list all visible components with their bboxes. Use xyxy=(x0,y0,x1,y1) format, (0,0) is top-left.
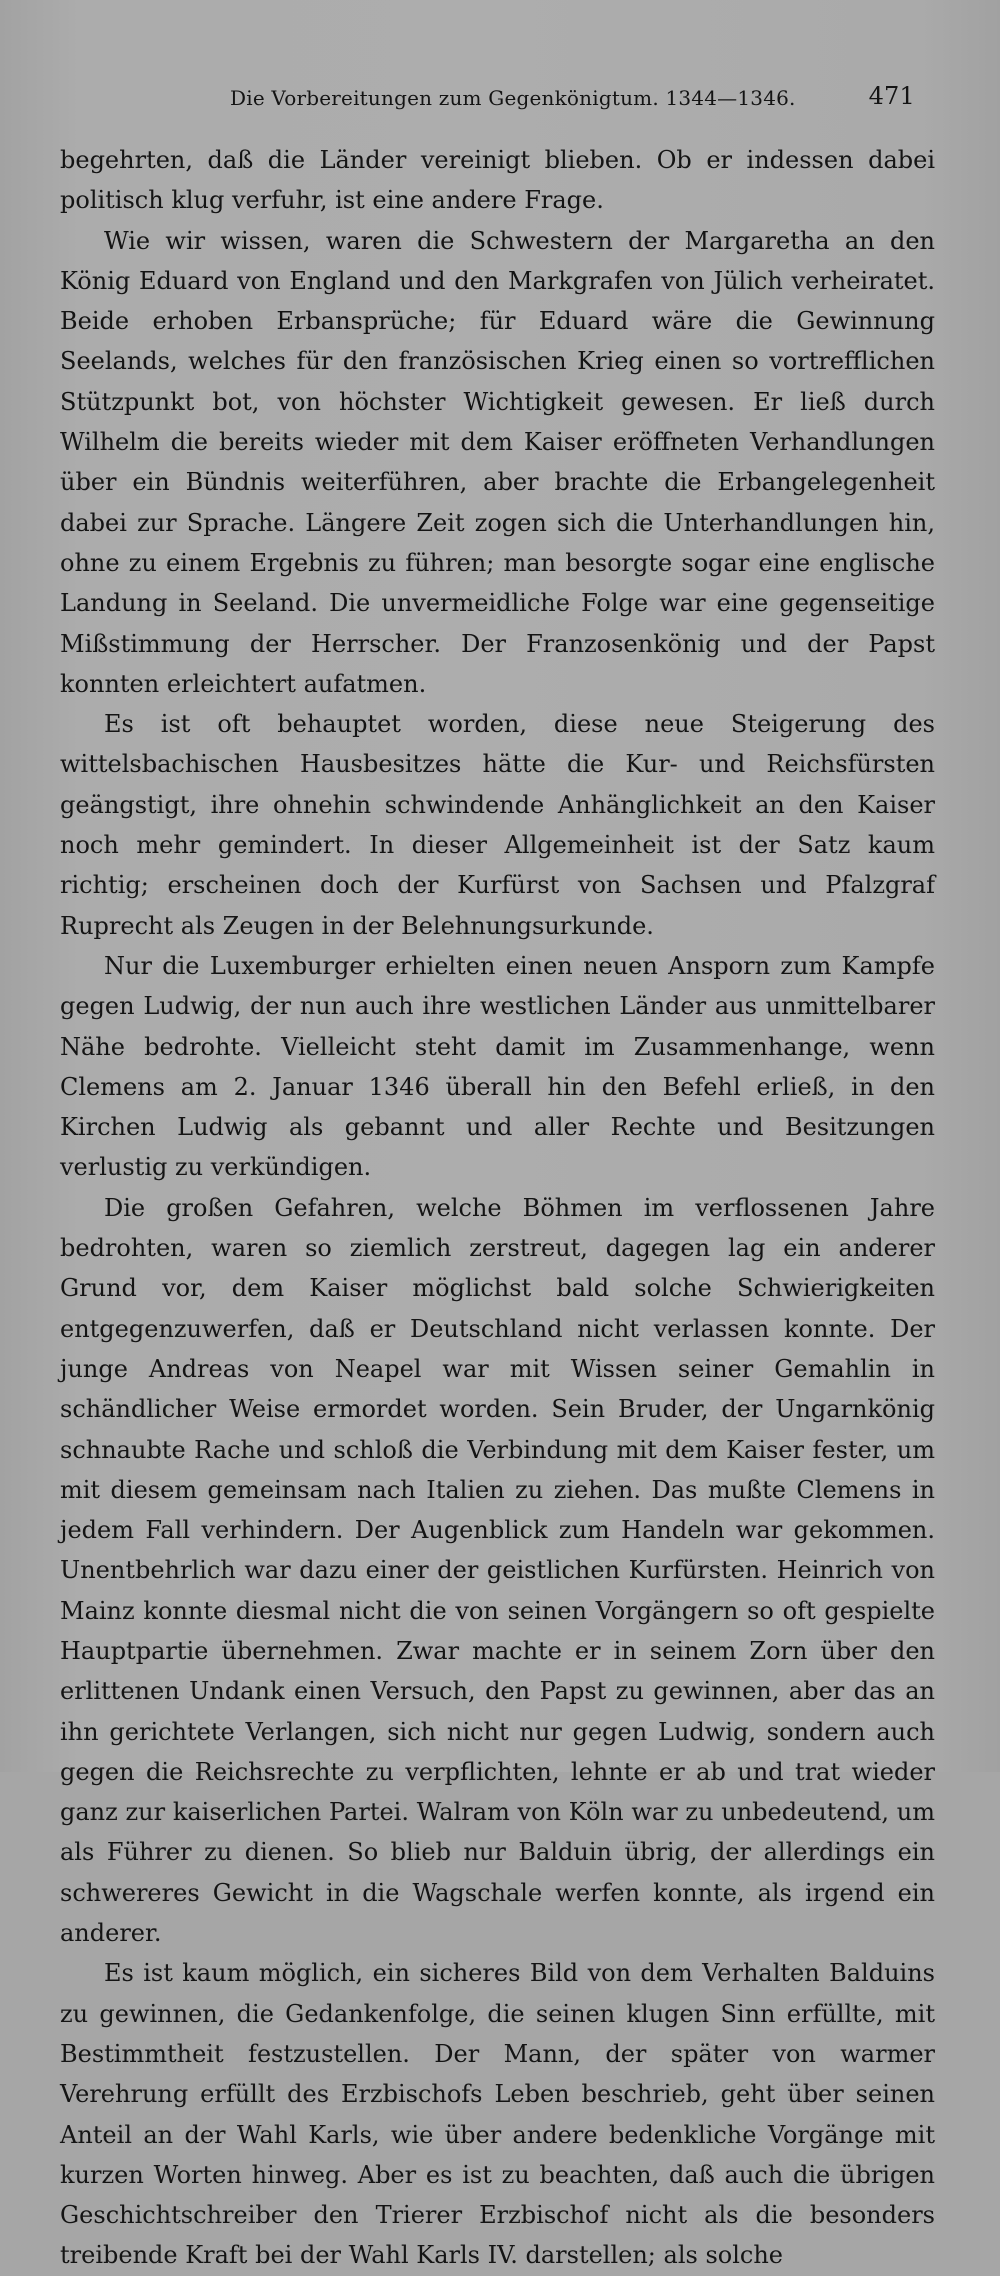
paragraph-continuation: begehrten, daß die Länder vereinigt blieben. Ob er indessen dabei politisch klug verfuhr, ist eine andere Frage. xyxy=(60,146,935,215)
running-head xyxy=(60,82,935,116)
paragraph-luxemburger: Nur die Luxemburger erhielten einen neuen Ansporn zum Kampfe gegen Ludwig, der nun auch ihre westlichen Länder aus unmittelbarer Nähe bedrohte. Vielleicht steht damit im Zusammenhange, wenn Clemens am 2. Januar 1346 überall hin den Befehl erließ, in den Kirchen Ludwig als gebannt und aller Rechte und Besitzungen verlustig zu verkündigen. xyxy=(60,951,935,1182)
paragraph-england-juelich: Wie wir wissen, waren die Schwestern der Margaretha an den König Eduard von England und den Markgrafen von Jülich verheiratet. Beide erhoben Erbansprüche; für Eduard wäre die Gewinnung Seelands, welches für den französischen Krieg einen so vortrefflichen Stützpunkt bot, von höchster Wichtigkeit gewesen. Er ließ durch Wilhelm die bereits wieder mit dem Kaiser eröffneten Verhandlungen über ein Bündnis weiterführen, aber brachte die Erbangelegenheit dabei zur Sprache. Längere Zeit zogen sich die Unterhandlungen hin, ohne zu einem Ergebnis zu führen; man besorgte sogar eine englische Landung in Seeland. Die unvermeidliche Folge war eine gegenseitige Mißstimmung der Herrscher. Der Franzosenkönig und der Papst konnten erleichtert aufatmen. xyxy=(60,226,935,698)
paragraph-hausbesitz: Es ist oft behauptet worden, diese neue Steigerung des wittelsbachischen Hausbesitzes hätte die Kur- und Reichsfürsten geängstigt, ihre ohnehin schwindende Anhänglichkeit an den Kaiser noch mehr gemindert. In dieser Allgemeinheit ist der Satz kaum richtig; erscheinen doch der Kurfürst von Sachsen und Pfalzgraf Ruprecht als Zeugen in der Belehnungsurkunde. xyxy=(60,710,935,940)
paragraph-balduin: Es ist kaum möglich, ein sicheres Bild von dem Verhalten Balduins zu gewinnen, die Gedankenfolge, die seinen klugen Sinn erfüllte, mit Bestimmtheit festzustellen. Der Mann, der später von warmer Verehrung erfüllt des Erzbischofs Leben beschrieb, geht über seinen Anteil an der Wahl Karls, wie über andere bedenkliche Vorgänge mit kurzen Worten hinweg. Aber es ist zu beachten, daß auch die übrigen Geschichtschreiber den Trierer Erzbischof nicht als die besonders treibende Kraft bei der Wahl Karls IV. darstellen; als solche xyxy=(60,1959,935,2270)
body-text xyxy=(60,140,935,2276)
paragraph-gefahren-boehmen: Die großen Gefahren, welche Böhmen im verflossenen Jahre bedrohten, waren so ziemlich zerstreut, dagegen lag ein anderer Grund vor, dem Kaiser möglichst bald solche Schwierigkeiten entgegenzuwerfen, daß er Deutschland nicht verlassen konnte. Der junge Andreas von Neapel war mit Wissen seiner Gemahlin in schändlicher Weise ermordet worden. Sein Bruder, der Ungarnkönig schnaubte Rache und schloß die Verbindung mit dem Kaiser fester, um mit diesem gemeinsam nach Italien zu ziehen. Das mußte Clemens in jedem Fall verhindern. Der Augenblick zum Handeln war gekommen. Unentbehrlich war dazu einer der geistlichen Kurfürsten. Heinrich von Mainz konnte diesmal nicht die von seinen Vorgängern so oft gespielte Hauptpartie übernehmen. Zwar machte er in seinem Zorn über den erlittenen Undank einen Versuch, den Papst zu gewinnen, aber das an ihn gerichtete Verlangen, sich nicht nur gegen Ludwig, sondern auch gegen die Reichsrechte zu verpflichten, lehnte er ab und trat wieder ganz zur kaiserlichen Partei. Walram von Köln war zu unbedeutend, um als Führer zu dienen. So blieb nur Balduin übrig, der allerdings ein schwereres Gewicht in die Wagschale werfen konnte, als irgend ein anderer. xyxy=(60,1193,935,1948)
page-number: 471 xyxy=(868,82,915,110)
running-title: Die Vorbereitungen zum Gegenkönigtum. 1344—1346. xyxy=(230,86,796,110)
